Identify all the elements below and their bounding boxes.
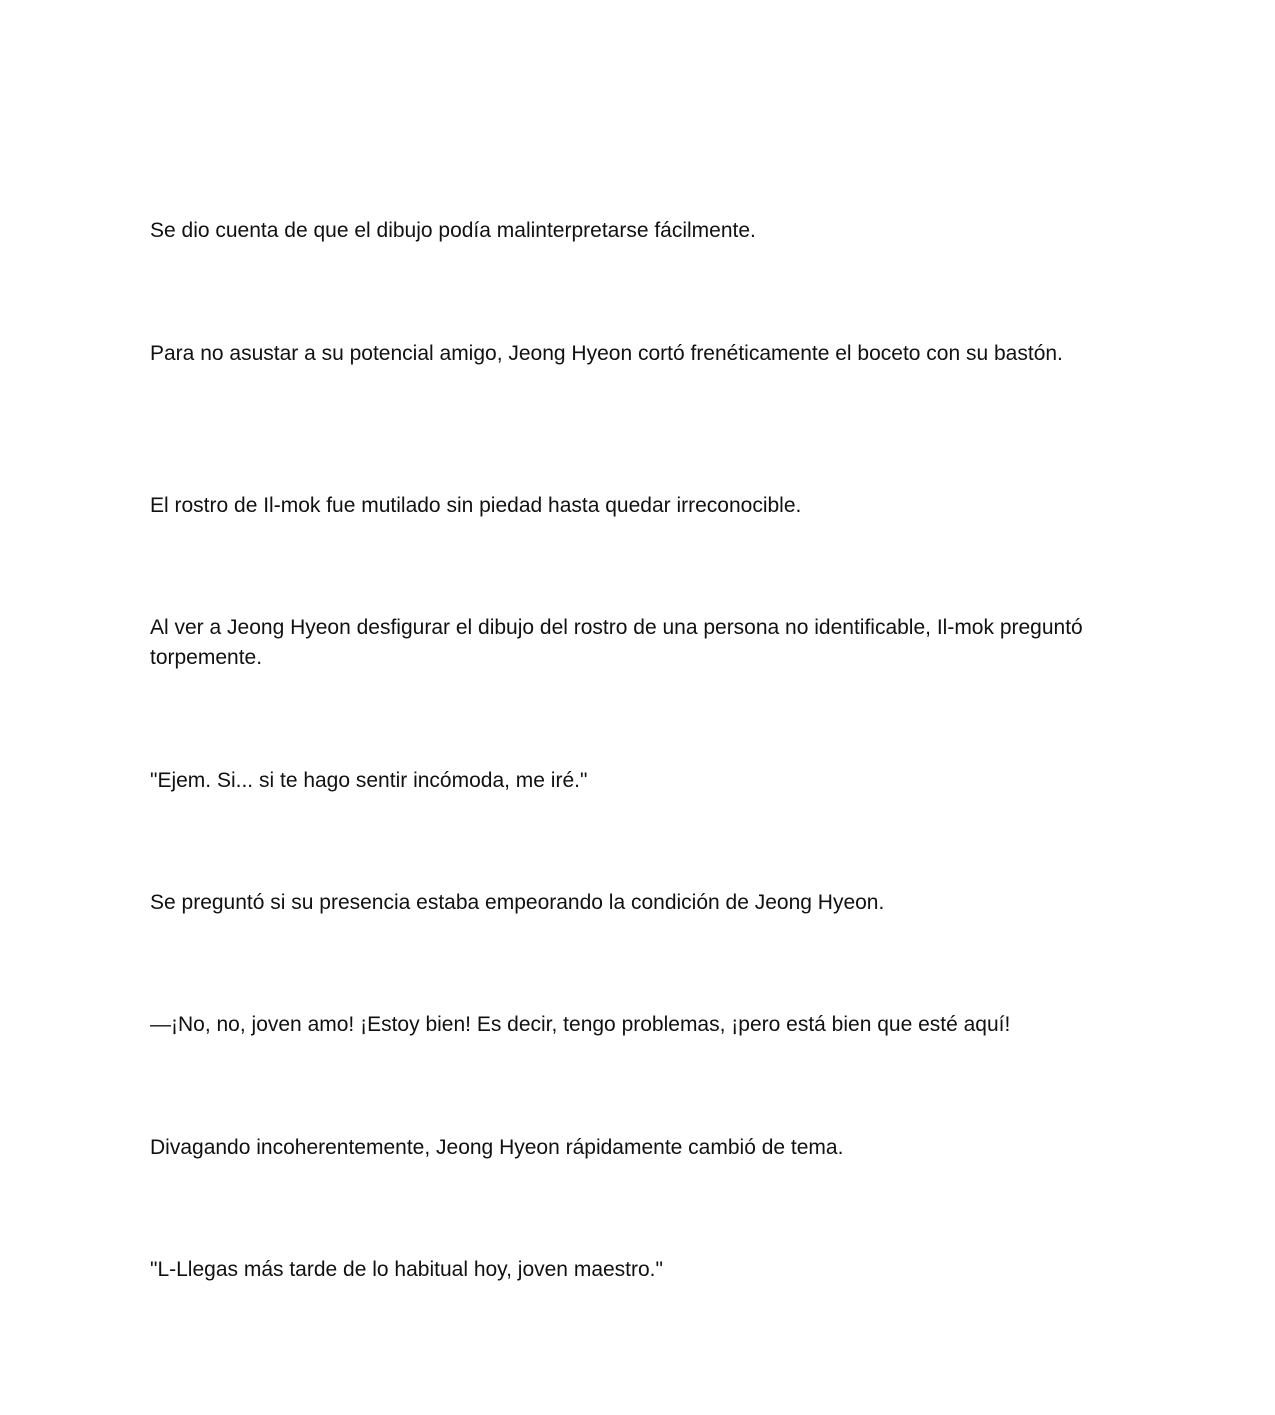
paragraph-4: Al ver a Jeong Hyeon desfigurar el dibujo del rostro de una persona no identificable, Il-mok preguntó torpemente. (150, 616, 1083, 669)
paragraph-7: —¡No, no, joven amo! ¡Estoy bien! Es decir, tengo problemas, ¡pero está bien que esté aquí! (150, 1013, 1011, 1036)
paragraph-3: El rostro de Il-mok fue mutilado sin piedad hasta quedar irreconocible. (150, 494, 802, 517)
paragraph-9: "L-Llegas más tarde de lo habitual hoy, joven maestro." (150, 1258, 663, 1281)
paragraph-1: Se dio cuenta de que el dibujo podía malinterpretarse fácilmente. (150, 219, 756, 242)
paragraph-8: Divagando incoherentemente, Jeong Hyeon rápidamente cambió de tema. (150, 1136, 844, 1159)
paragraph-2: Para no asustar a su potencial amigo, Jeong Hyeon cortó frenéticamente el boceto con su bastón. (150, 342, 1063, 365)
paragraph-5: "Ejem. Si... si te hago sentir incómoda, me iré." (150, 769, 588, 792)
paragraph-6: Se preguntó si su presencia estaba empeorando la condición de Jeong Hyeon. (150, 891, 885, 914)
